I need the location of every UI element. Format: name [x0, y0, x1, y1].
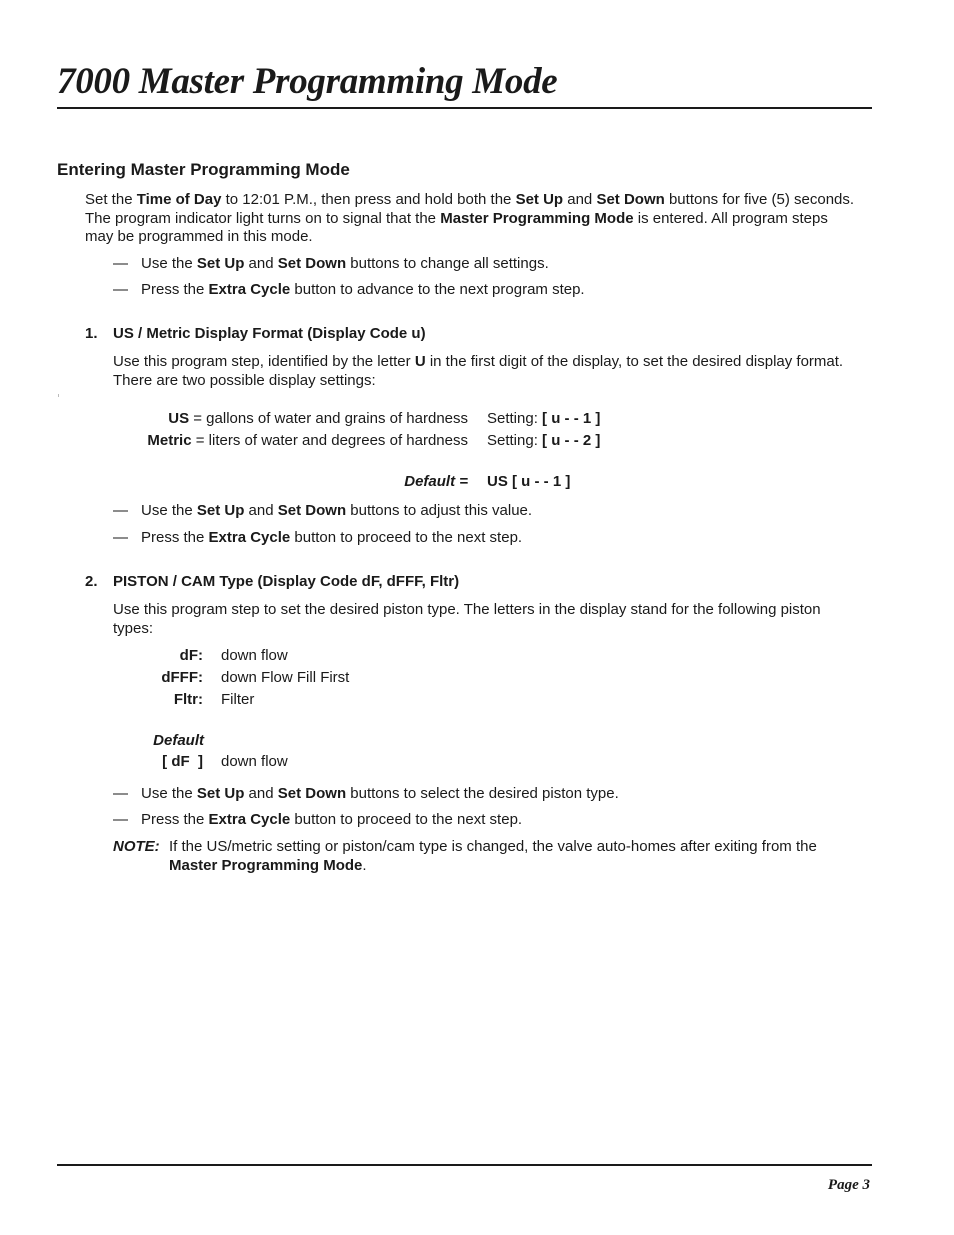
emphasis-text: Set Up	[515, 191, 564, 208]
text-run: Press the	[141, 281, 209, 298]
text-run: buttons to select the desired piston type.	[346, 785, 619, 802]
step-2-default-code: [ dF ]	[162, 753, 203, 770]
note-label: NOTE:	[113, 838, 160, 855]
step-1-bullet-2	[141, 529, 522, 546]
step-1-bullet-1-dash: —	[113, 502, 128, 519]
emphasis-text: Set Down	[277, 502, 347, 519]
text-run: button to proceed to the next step.	[290, 811, 523, 828]
emphasis-text: Set Down	[277, 255, 347, 272]
header-rule	[57, 107, 872, 109]
note-text	[169, 838, 859, 875]
emphasis-text: Master Programming Mode	[440, 209, 634, 227]
emphasis-text: Set Up	[196, 255, 245, 272]
text-run: buttons for five (5) seconds. The program indicator light turns on to signal that the	[85, 191, 855, 227]
step-1-default-label: Default =	[404, 473, 468, 490]
option-us-setting	[487, 410, 600, 427]
text-run: Press the	[141, 529, 209, 546]
text-run: and	[244, 502, 278, 519]
type-meaning-dfff: down Flow Fill First	[221, 669, 350, 686]
text-run: Press the	[141, 811, 209, 828]
text-run: button to proceed to the next step.	[290, 529, 523, 546]
type-meaning-fltr: Filter	[221, 691, 255, 708]
text-run: .	[362, 856, 367, 874]
text-run: in the first digit of the display, to set the desired display format. There are two possible display settings:	[113, 353, 844, 389]
setting-value: [ u - - 1 ]	[542, 410, 601, 427]
step-2-bullet-2	[141, 811, 522, 828]
step-1-bullet-1	[141, 502, 532, 519]
emphasis-text: Extra Cycle	[208, 811, 291, 828]
type-meaning-df: down flow	[221, 647, 288, 664]
step-2-heading: PISTON / CAM Type (Display Code dF, dFFF, Fltr)	[113, 573, 460, 590]
step-1-bullet-2-dash: —	[113, 529, 128, 546]
step-2-default-meaning: down flow	[221, 753, 288, 770]
type-code-df: dF:	[179, 647, 203, 664]
step-2-bullet-2-dash: —	[113, 811, 128, 828]
text-run: button to advance to the next program step.	[290, 281, 585, 298]
text-run: Use this program step, identified by the letter	[113, 353, 415, 370]
intro-bullet-1-dash: —	[113, 255, 128, 272]
option-us-desc: = gallons of water and grains of hardness	[189, 410, 468, 427]
emphasis-text: Extra Cycle	[208, 529, 291, 546]
option-metric	[113, 432, 468, 449]
intro-bullet-2-dash: —	[113, 281, 128, 298]
setting-prefix: Setting:	[487, 432, 543, 449]
footer-rule	[57, 1164, 872, 1166]
option-us	[113, 410, 468, 427]
option-metric-desc: = liters of water and degrees of hardness	[191, 432, 468, 449]
emphasis-text: Set Down	[277, 785, 347, 802]
emphasis-text: Master Programming Mode	[169, 856, 363, 874]
option-metric-setting	[487, 432, 600, 449]
text-run: If the US/metric setting or piston/cam type is changed, the valve auto-homes after exiting from the	[169, 838, 817, 855]
text-run: and	[244, 255, 278, 272]
emphasis-text: Extra Cycle	[208, 281, 291, 298]
text-run: Set the	[85, 191, 137, 208]
text-run: buttons to adjust this value.	[346, 502, 533, 519]
option-metric-label: Metric	[147, 432, 192, 449]
scan-speck	[58, 394, 59, 397]
setting-value: [ u - - 2 ]	[542, 432, 601, 449]
text-run: buttons to change all settings.	[346, 255, 549, 272]
text-run: Use the	[141, 502, 197, 519]
text-run: and	[563, 191, 597, 208]
page-title: 7000 Master Programming Mode	[57, 61, 558, 102]
text-run: Use the	[141, 785, 197, 802]
option-us-label: US	[168, 410, 190, 427]
intro-bullet-2	[141, 281, 585, 298]
type-code-fltr: Fltr:	[173, 691, 203, 708]
emphasis-text: Time of Day	[136, 191, 222, 208]
text-run: Use the	[141, 255, 197, 272]
step-2-number: 2.	[85, 573, 98, 590]
step-1-number: 1.	[85, 325, 98, 342]
step-1-heading: US / Metric Display Format (Display Code u)	[113, 325, 426, 342]
step-2-default-label: Default	[153, 732, 204, 749]
emphasis-text: U	[414, 353, 426, 370]
section-heading: Entering Master Programming Mode	[57, 160, 350, 179]
step-2-bullet-1-dash: —	[113, 785, 128, 802]
intro-bullet-1	[141, 255, 549, 272]
text-run: is entered. All program steps may be programmed in this mode.	[85, 209, 828, 245]
text-run: and	[244, 785, 278, 802]
emphasis-text: Set Up	[196, 785, 245, 802]
type-code-dfff: dFFF:	[161, 669, 203, 686]
emphasis-text: Set Down	[596, 191, 665, 208]
emphasis-text: Set Up	[196, 502, 245, 519]
setting-prefix: Setting:	[487, 410, 543, 427]
intro-paragraph	[85, 191, 855, 247]
text-run: to 12:01 P.M., then press and hold both the	[221, 191, 516, 208]
step-1-default-value: US [ u - - 1 ]	[487, 473, 571, 490]
page-number: Page 3	[827, 1177, 870, 1193]
step-2-description	[113, 601, 858, 638]
step-1-description	[113, 353, 873, 390]
text-run: Use this program step to set the desired piston type. The letters in the display stand for the following piston types:	[113, 601, 821, 637]
step-2-bullet-1	[141, 785, 619, 802]
